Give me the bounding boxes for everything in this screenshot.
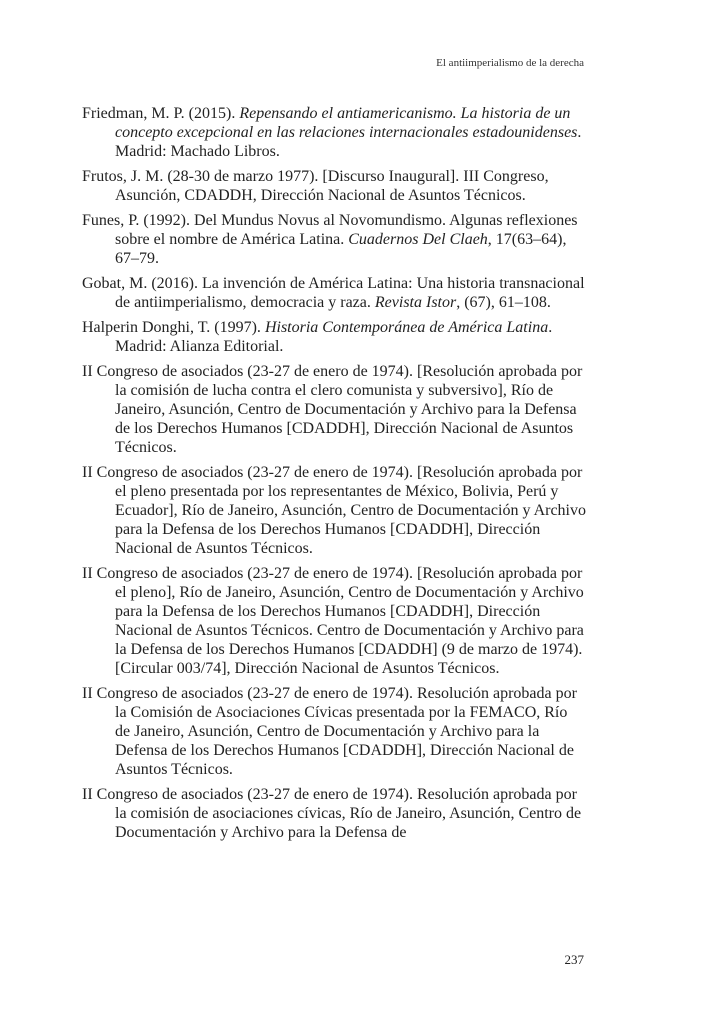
reference-entry: II Congreso de asociados (23-27 de enero de 1974). [Resolución aprobada por el pleno presentada por los representantes de México, Bolivia, Perú y Ecuador], Río de Janeiro, Asunción, Centro de Documentación y Archivo para la Defensa de los Derechos Humanos [CDADDH], Dirección Nacional de Asuntos Técnicos. — [82, 464, 586, 557]
reference-entry: Halperin Donghi, T. (1997). Historia Contemporánea de América Latina. Madrid: Alianza Editorial. — [82, 319, 553, 355]
reference-list — [82, 104, 586, 848]
reference-entry: Funes, P. (1992). Del Mundus Novus al Novomundismo. Algunas reflexiones sobre el nombre de América Latina. Cuadernos Del Claeh, 17(63–64), 67–79. — [82, 212, 578, 267]
reference-entry: Frutos, J. M. (28-30 de marzo 1977). [Discurso Inaugural]. III Congreso, Asunción, CDADDH, Dirección Nacional de Asuntos Técnicos. — [82, 168, 549, 204]
reference-entry: II Congreso de asociados (23-27 de enero de 1974). [Resolución aprobada por el pleno], Río de Janeiro, Asunción, Centro de Documentación y Archivo para la Defensa de los Derechos Humanos [CDADDH], Dirección Nacional de Asuntos Técnicos. Centro de Documentación y Archivo para la Defensa de los Derechos Humanos [CDADDH] (9 de marzo de 1974). [Circular 003/74], Dirección Nacional de Asuntos Técnicos. — [82, 565, 584, 677]
reference-entry: II Congreso de asociados (23-27 de enero de 1974). Resolución aprobada por la Comisión de Asociaciones Cívicas presentada por la FEMACO, Río de Janeiro, Asunción, Centro de Documentación y Archivo para la Defensa de los Derechos Humanos [CDADDH], Dirección Nacional de Asuntos Técnicos. — [82, 685, 577, 778]
reference-entry: II Congreso de asociados (23-27 de enero de 1974). [Resolución aprobada por la comisión de lucha contra el clero comunista y subversivo], Río de Janeiro, Asunción, Centro de Documentación y Archivo para la Defensa de los Derechos Humanos [CDADDH], Dirección Nacional de Asuntos Técnicos. — [82, 363, 583, 456]
reference-entry: Gobat, M. (2016). La invención de América Latina: Una historia transnacional de antiimperialismo, democracia y raza. Revista Istor, (67), 61–108. — [82, 275, 585, 311]
running-header: El antiimperialismo de la derecha — [436, 57, 584, 69]
reference-entry: II Congreso de asociados (23-27 de enero de 1974). Resolución aprobada por la comisión de asociaciones cívicas, Río de Janeiro, Asunción, Centro de Documentación y Archivo para la Defensa de — [82, 786, 582, 841]
reference-entry: Friedman, M. P. (2015). Repensando el antiamericanismo. La historia de un concepto excepcional en las relaciones internacionales estadounidenses. Madrid: Machado Libros. — [82, 105, 582, 160]
page-number: 237 — [564, 952, 584, 967]
